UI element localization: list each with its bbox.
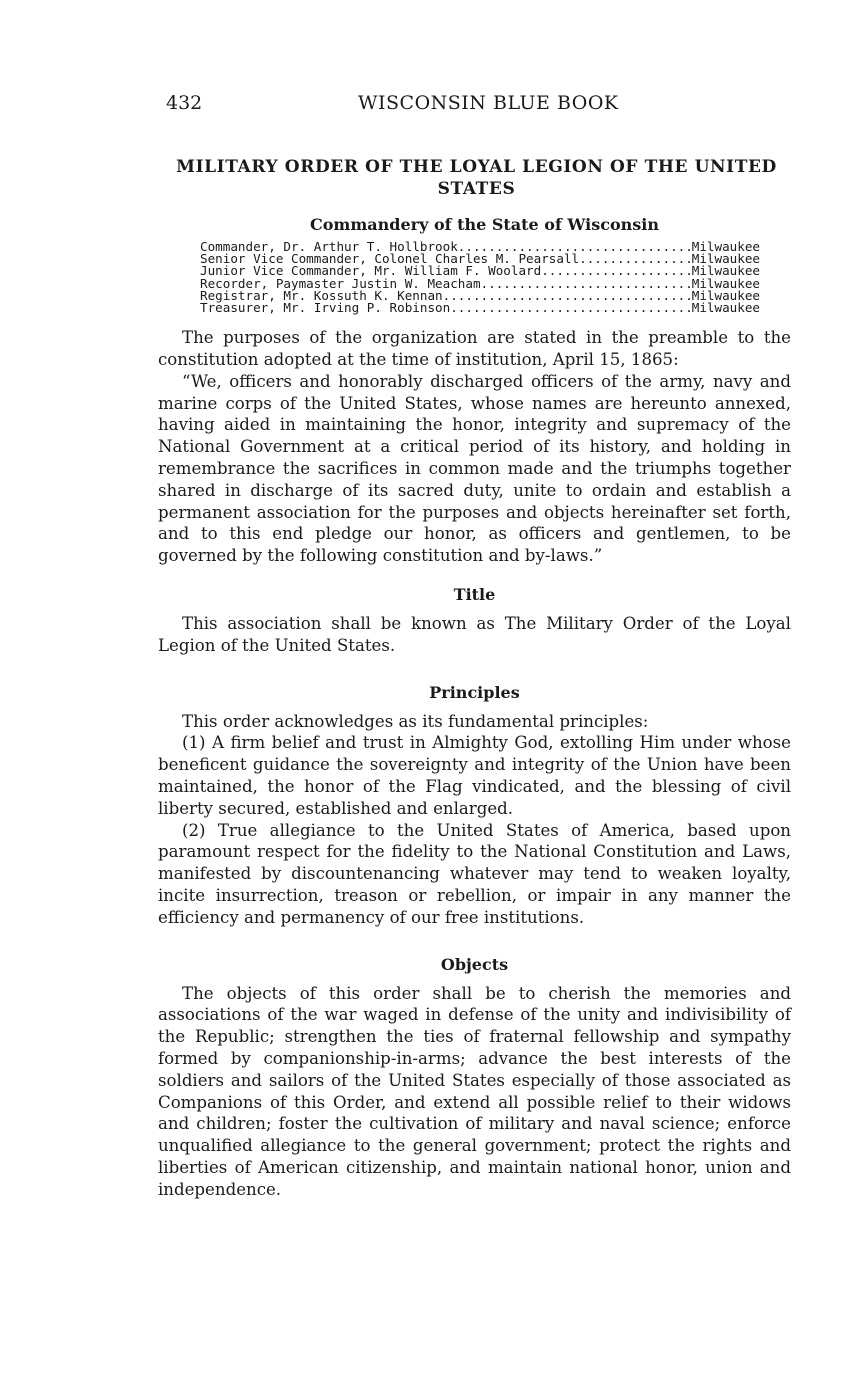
page-number: 432 [166,92,203,114]
leader-dots [443,290,692,302]
officer-name: Commander, Dr. Arthur T. Hollbrook [200,239,458,254]
principles-intro: This order acknowledges as its fundamental principles: [182,711,649,731]
officer-name: Senior Vice Commander, Colonel Charles M. Pearsall [200,251,580,267]
section-heading-title: Title [453,584,496,604]
preamble-intro: The purposes of the organization are stated in the preamble to the constitution adopted at the time of institution, April 15, 1865: [158,328,791,370]
officer-city: Milwaukee [691,300,760,316]
title-paragraph: This association shall be known as The Military Order of the Loyal Legion of the United States. [158,613,791,655]
officer-name: Registrar, Mr. Kossuth K. Kennan [200,287,443,303]
officer-city: Milwaukee [691,275,760,291]
officer-city: Milwaukee [691,239,760,254]
officers-list [200,241,760,314]
section-heading-principles: Principles [429,682,520,702]
objects-paragraph: The objects of this order shall be to cherish the memories and associations of the war waged in defense of the unity and indivisibility of the Republic; strengthen the ties of fraternal fellowship and sympathy formed by companionship-in-arms; advance the best interests of the soldiers and sailors of the United States especially of those associated as Companions of this Order, and extend all possible relief to their widows and children; foster the cultivation of military and naval science; enforce unqualified allegiance to the general government; protect the rights and liberties of American citizenship, and maintain national honor, union and independence. [158,983,791,1199]
officer-city: Milwaukee [691,263,760,279]
leader-dots [450,302,692,314]
preamble-quote: “We, officers and honorably discharged officers of the army, navy and marine corps of the United States, whose names are hereunto annexed, having aided in maintaining the honor, integrity and supremacy of the National Government at a critical period of its history, and holding in remembrance the sacrifices in common made and the triumphs together shared in discharge of its sacred duty, unite to ordain and establish a permanent association for the purposes and objects hereinafter set forth, and to this end pledge our honor, as officers and gentlemen, to be governed by the following constitution and by-laws.” [158,371,791,566]
officer-city: Milwaukee [691,251,760,267]
officer-city: Milwaukee [691,287,760,303]
leader-dots [541,265,692,277]
officer-name: Treasurer, Mr. Irving P. Robinson [200,300,451,316]
leader-dots [481,278,692,290]
book-title: WISCONSIN BLUE BOOK [358,92,619,114]
principle-item-2: (2) True allegiance to the United States of America, based upon paramount respect for the fidelity to the National Constitution and Laws, manifested by discountenancing whatever may tend to weaken loyalty, incite insurrection, treason or rebellion, or impair in any manner the efficiency and permanency of our free institutions. [158,820,791,927]
organization-title: MILITARY ORDER OF THE LOYAL LEGION OF THE UNITED STATES [176,157,777,199]
running-head [158,92,791,118]
officer-name: Junior Vice Commander, Mr. William F. Woolard [200,263,542,279]
principle-item-1: (1) A firm belief and trust in Almighty God, extolling Him under whose beneficent guidance the sovereignty and integrity of the Union have been maintained, the honor of the Flag vindicated, and the blessing of civil liberty secured, established and enlarged. [158,733,791,818]
document-page [158,92,791,1201]
section-heading-objects: Objects [440,954,509,974]
leader-dots [579,253,692,265]
officer-name: Recorder, Paymaster Justin W. Meacham [200,275,481,291]
commandery-heading: Commandery of the State of Wisconsin [310,215,659,234]
officer-row [200,302,760,314]
